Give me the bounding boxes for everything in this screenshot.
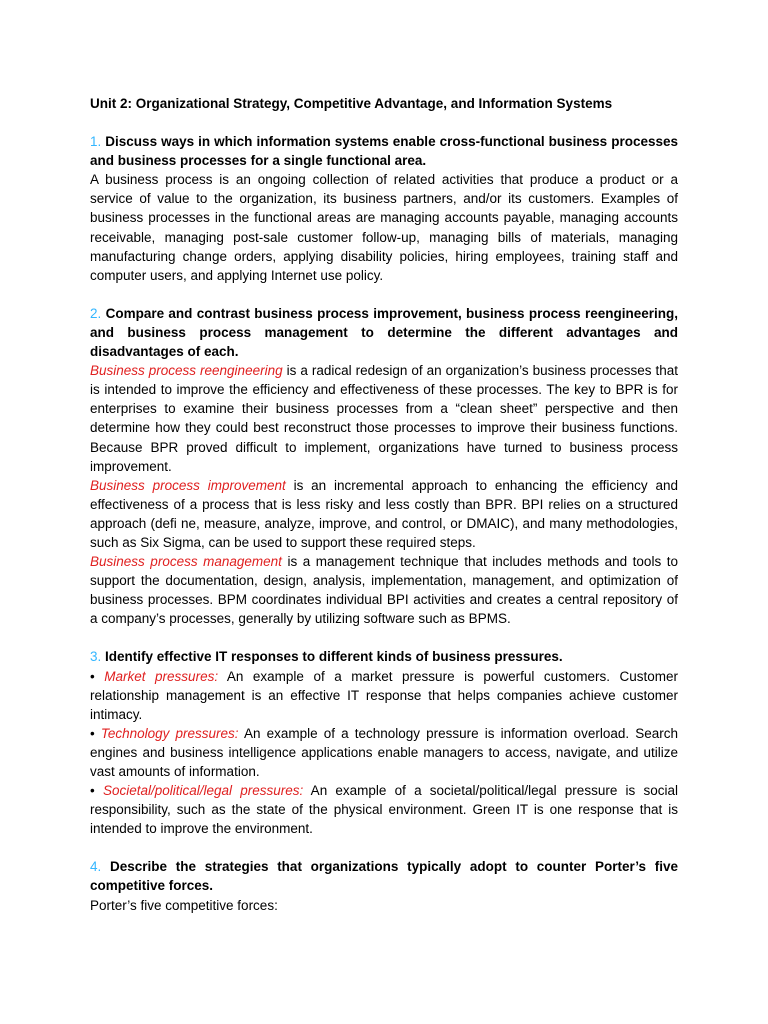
bpi-paragraph	[90, 476, 678, 552]
section-4	[90, 857, 678, 914]
section-2	[90, 304, 678, 629]
bullet-text: An example of a societal/political/legal pressure is social responsibility, such as the state of the physical environment. Green IT is one response that is intended to improve the environment.	[90, 783, 678, 837]
question-2	[90, 304, 678, 361]
section-1	[90, 132, 678, 285]
answer-1: A business process is an ongoing collection of related activities that produce a product or a service of value to the organization, its business partners, and/or its customers. Examples of business processes in the functional areas are managing accounts payable, managing accounts receivable, managing post-sale customer follow-up, managing bills of materials, managing manufacturing change orders, applying disability policies, hiring employees, training staff and computer users, and applying Internet use policy.	[90, 172, 678, 283]
bpm-paragraph	[90, 552, 678, 628]
question-number: 3.	[90, 649, 102, 665]
bullet-text: An example of a market pressure is powerful customers. Customer relationship management is an effective IT response that helps companies achieve customer intimacy.	[90, 668, 678, 722]
bullet-term: Market pressures:	[104, 668, 219, 684]
question-text: Describe the strategies that organizations typically adopt to counter Porter’s five competitive forces.	[90, 859, 678, 894]
bullet-term: Societal/political/legal pressures:	[102, 783, 304, 799]
document-title: Unit 2: Organizational Strategy, Competitive Advantage, and Information Systems	[90, 96, 613, 111]
question-text: Discuss ways in which information systems enable cross-functional business processes and business processes for a single functional area.	[90, 134, 678, 169]
question-3	[90, 647, 678, 666]
question-text: Identify effective IT responses to different kinds of business pressures.	[101, 649, 563, 665]
bullet-item	[90, 667, 678, 724]
bpi-text: is an incremental approach to enhancing the efficiency and effectiveness of a process that is less risky and less costly than BPR. BPI relies on a structured approach (defi ne, measure, analyze, improve, and control, or DMAIC), and many methodologies, such as Six Sigma, can be used to support these required steps.	[90, 477, 678, 550]
bpm-text: is a management technique that includes methods and tools to support the documentation, design, analysis, implementation, management, and optimization of business processes. BPM coordinates individual BPI activities and creates a central repository of a company’s processes, generally by utilizing software such as BPMS.	[90, 554, 678, 627]
question-number: 4.	[90, 859, 102, 875]
bpr-term: Business process reengineering	[90, 363, 283, 379]
section-3	[90, 647, 678, 838]
bpm-term: Business process management	[90, 554, 282, 570]
question-4	[90, 857, 678, 895]
question-1	[90, 132, 678, 170]
bullet-mark: •	[90, 668, 105, 684]
bullet-mark: •	[90, 783, 103, 799]
bullet-mark: •	[90, 725, 101, 741]
bullet-term: Technology pressures:	[100, 725, 239, 741]
question-number: 1.	[90, 134, 102, 150]
bpr-paragraph	[90, 361, 678, 476]
bullet-text: An example of a technology pressure is information overload. Search engines and business intelligence applications enable managers to access, navigate, and utilize vast amounts of information.	[90, 725, 678, 779]
bullet-item	[90, 781, 678, 838]
answer-4: Porter’s five competitive forces:	[90, 897, 278, 913]
bpr-text: is a radical redesign of an organization’s business processes that is intended to improve the efficiency and effectiveness of these processes. The key to BPR is for enterprises to examine their business processes from a “clean sheet” perspective and then determine how they could best reconstruct those processes to improve their business functions. Because BPR proved difficult to implement, organizations have turned to business process improvement.	[90, 363, 678, 474]
question-text: Compare and contrast business process improvement, business process reengineering, and business process management to determine the different advantages and disadvantages of each.	[90, 305, 678, 360]
bpi-term: Business process improvement	[90, 477, 286, 493]
question-number: 2.	[90, 305, 102, 321]
bullet-item	[90, 724, 678, 781]
